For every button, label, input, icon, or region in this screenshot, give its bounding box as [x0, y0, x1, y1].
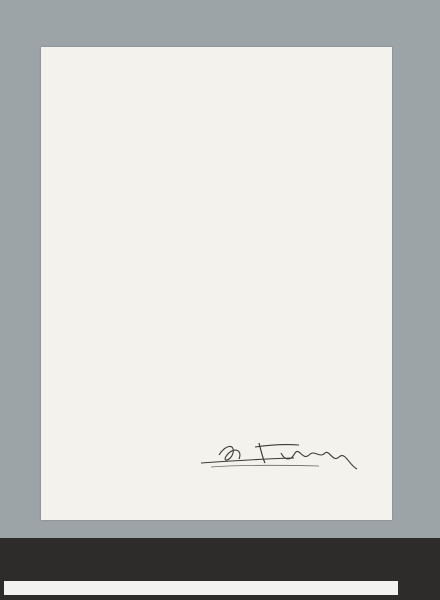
- measurement-ruler: [4, 581, 398, 595]
- letter-page: [41, 47, 392, 520]
- grayscale-strip: [4, 541, 432, 559]
- handwritten-signature: [199, 435, 369, 471]
- color-patch-strip: [4, 560, 432, 578]
